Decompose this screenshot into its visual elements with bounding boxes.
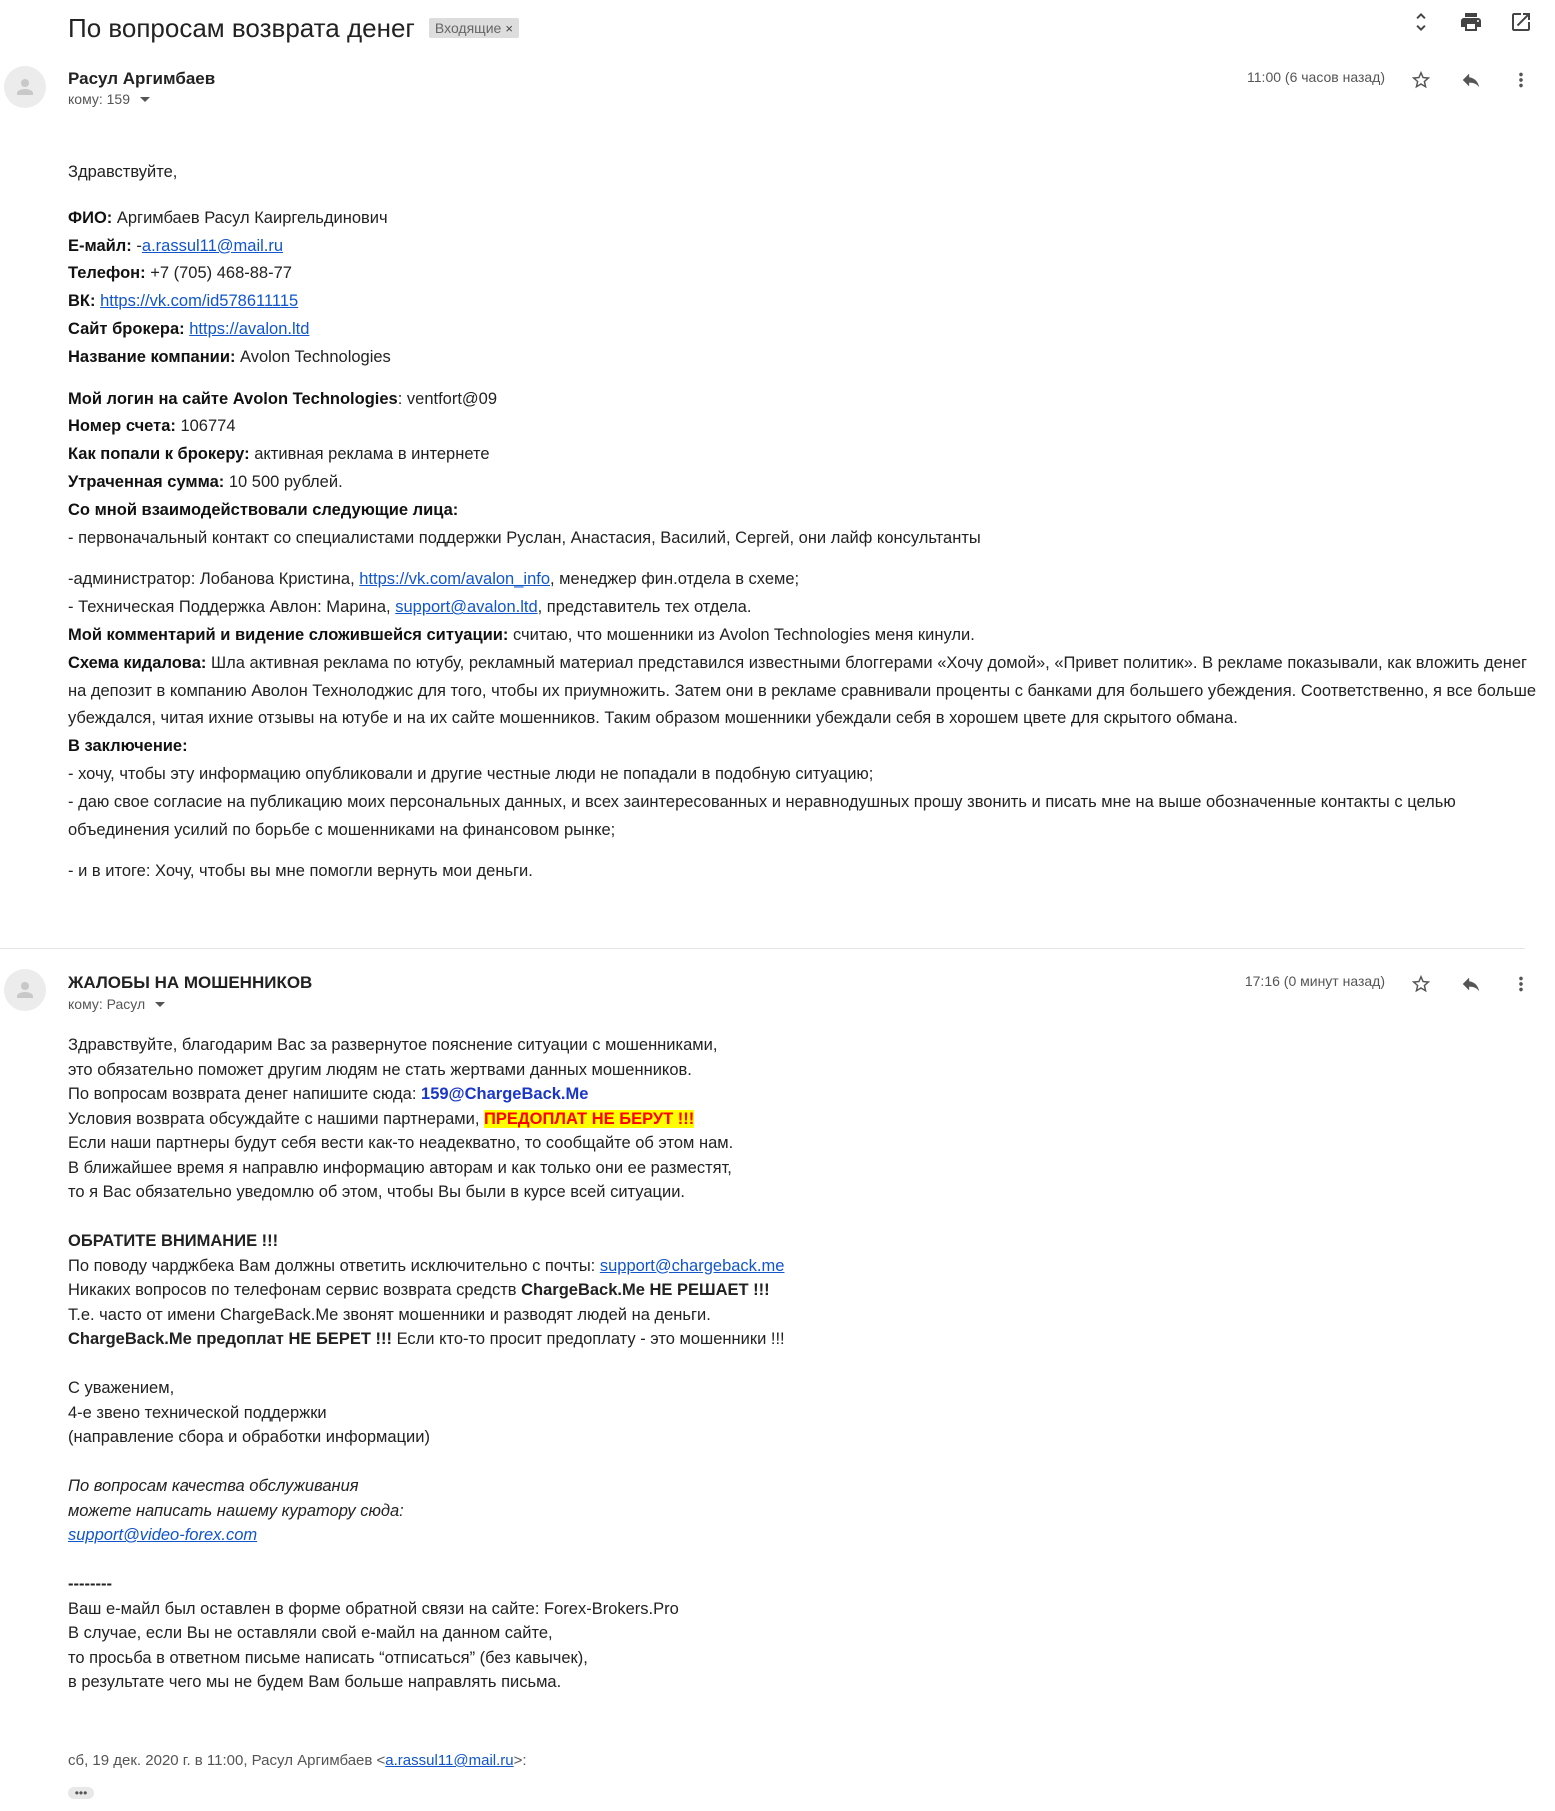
broker-site-label: Сайт брокера:	[68, 319, 185, 338]
admin-suffix: , менеджер фин.отдела в схеме;	[550, 570, 800, 589]
chargeback-email: 159@ChargeBack.Me	[421, 1085, 589, 1103]
quoted-header-suffix: >:	[513, 1752, 527, 1769]
inbox-label-chip[interactable]	[429, 18, 519, 38]
attention-line-4-suffix: Если кто-то просит предоплату - это мошенники !!!	[391, 1330, 785, 1348]
attention-line-1	[68, 1254, 1537, 1279]
attention-text: ОБРАТИТЕ ВНИМАНИЕ !!!	[68, 1232, 279, 1250]
avatar	[4, 969, 46, 1011]
phone-value: +7 (705) 468-88-77	[145, 264, 292, 283]
reply-icon[interactable]	[1457, 970, 1485, 998]
how-label: Как попали к брокеру:	[68, 445, 250, 464]
quoted-header-prefix: сб, 19 дек. 2020 г. в 11:00, Расул Аргимбаев <	[68, 1752, 386, 1769]
login-label: Мой логин на сайте Avolon Technologies	[68, 389, 398, 408]
remove-label-icon[interactable]: ×	[505, 20, 513, 36]
support-prefix: - Техническая Поддержка Авлон: Марина,	[68, 598, 396, 617]
attention-line-2	[68, 1278, 1537, 1303]
recipient-text: кому: Расул	[68, 996, 146, 1012]
sender-name: ЖАЛОБЫ НА МОШЕННИКОВ	[68, 973, 313, 992]
message-1-body	[68, 159, 1537, 886]
message-time: 11:00 (6 часов назад)	[1247, 69, 1385, 85]
reply-line-7: то я Вас обязательно уведомлю об этом, чтобы Вы были в курсе всей ситуации.	[68, 1183, 686, 1201]
persons-label-line	[68, 497, 1537, 525]
no-prepayment-highlight: ПРЕДОПЛАТ НЕ БЕРУТ !!!	[484, 1109, 695, 1128]
message-actions	[1407, 970, 1535, 998]
star-icon[interactable]	[1407, 66, 1435, 94]
lost-line	[68, 469, 1537, 497]
reply-line-6: В ближайшее время я направлю информацию авторам и как только они ее разместят,	[68, 1158, 732, 1177]
comment-label: Мой комментарий и видение сложившейся ситуации:	[68, 625, 509, 644]
quality-link-line	[68, 1523, 1537, 1548]
reply-line-3	[68, 1082, 1537, 1107]
company-line	[68, 344, 1537, 372]
signature-2: 4-е звено технической поддержки	[68, 1403, 327, 1422]
recipient-line[interactable]	[68, 996, 165, 1012]
separator	[68, 1572, 1537, 1597]
comment-line	[68, 622, 1537, 650]
admin-prefix: -администратор: Лобанова Кристина,	[68, 570, 360, 589]
footer-line-1: Ваш е-майл был оставлен в форме обратной связи на сайте: Forex-Brokers.Pro	[68, 1599, 679, 1618]
vk-link[interactable]: https://vk.com/id578611115	[100, 292, 299, 311]
attention-line-3: Т.е. часто от имени ChargeBack.Me звонят мошенники и разводят людей на деньги.	[68, 1305, 711, 1324]
message-actions	[1407, 66, 1535, 94]
label-text: Входящие	[434, 20, 502, 36]
fio-line	[68, 205, 1537, 233]
chevron-down-icon[interactable]	[155, 1002, 165, 1007]
persons-label: Со мной взаимодействовали следующие лица:	[68, 500, 459, 519]
reply-icon[interactable]	[1457, 66, 1485, 94]
top-actions	[1407, 8, 1535, 36]
reply-line-5: Если наши партнеры будут себя вести как-то неадекватно, то сообщайте об этом нам.	[68, 1134, 734, 1152]
message-2-header	[0, 963, 1555, 1023]
company-value: Avolon Technologies	[235, 347, 391, 366]
admin-link[interactable]: https://vk.com/avalon_info	[359, 570, 551, 589]
footer-line-4: в результате чего мы не будем Вам больше направлять письма.	[68, 1673, 562, 1691]
person-icon	[13, 978, 37, 1002]
scheme-value: Шла активная реклама по ютубу, рекламный материал представился известными блоггерами «Хочу домой», «Привет политик». В рекламе показывали, как вложить денег на депозит в компанию Аволон Технолоджис для того, чтобы их приумножить. Затем они в рекламе сравнивали проценты с банками для большего убеждения. Соответственно, я все больше убеждался, читая ихние отзывы на ютубе и на их сайте мошенников. Таким образом мошенники убеждали себя в хорошем цвете для скрытого обмана.	[68, 653, 1537, 728]
expand-icon[interactable]	[1407, 8, 1435, 36]
vk-label: ВК:	[68, 292, 96, 311]
recipient-text: кому: 159	[68, 91, 130, 107]
login-line	[68, 386, 1537, 414]
print-icon[interactable]	[1457, 8, 1485, 36]
reply-line-2: это обязательно поможет другим людям не стать жертвами данных мошенников.	[68, 1060, 692, 1079]
greeting: Здравствуйте,	[68, 163, 178, 181]
message-2-body	[68, 1033, 1537, 1695]
attention-line-2-bold: ChargeBack.Me НЕ РЕШАЕТ !!!	[521, 1281, 770, 1299]
signature-3: (направление сбора и обработки информации)	[68, 1428, 430, 1446]
signature-1: С уважением,	[68, 1379, 175, 1397]
message-time: 17:16 (0 минут назад)	[1244, 973, 1385, 989]
phone-label: Телефон:	[68, 264, 146, 283]
company-label: Название компании:	[68, 347, 236, 366]
quoted-header	[68, 1752, 527, 1769]
attention-line-2-prefix: Никаких вопросов по телефонам сервис возврата средств	[68, 1281, 522, 1299]
subject-row	[68, 6, 1535, 50]
scheme-paragraph	[68, 650, 1537, 733]
show-trimmed-content-button[interactable]: •••	[68, 1787, 94, 1799]
fio-label: ФИО:	[68, 208, 113, 227]
persons-line: - первоначальный контакт со специалистами поддержки Руслан, Анастасия, Василий, Сергей, они лайф консультанты	[68, 528, 981, 547]
vk-line	[68, 288, 1537, 316]
reply-line-4-prefix: Условия возврата обсуждайте с нашими партнерами,	[68, 1109, 485, 1128]
chargeback-support-link[interactable]: support@chargeback.me	[599, 1256, 785, 1275]
lost-label: Утраченная сумма:	[68, 472, 225, 491]
account-value: 106774	[175, 417, 236, 436]
email-prefix: -	[131, 236, 142, 255]
lost-value: 10 500 рублей.	[224, 472, 343, 491]
quoted-email-link[interactable]: a.rassul11@mail.ru	[385, 1752, 514, 1769]
email-line	[68, 233, 1537, 261]
quality-line-2: можете написать нашему куратору сюда:	[68, 1501, 404, 1520]
phone-line	[68, 260, 1537, 288]
broker-site-link[interactable]: https://avalon.ltd	[189, 319, 310, 338]
fio-value: Аргимбаев Расул Каиргельдинович	[112, 208, 388, 227]
sender-name: Расул Аргимбаев	[68, 69, 216, 88]
message-divider	[0, 948, 1525, 949]
conclusion-1: - хочу, чтобы эту информацию опубликовали и другие честные люди не попадали в подобную ситуацию;	[68, 764, 874, 783]
email-subject: По вопросам возврата денег	[68, 12, 415, 43]
account-label: Номер счета:	[68, 417, 176, 436]
person-icon	[13, 75, 37, 99]
support-link[interactable]: support@avalon.ltd	[395, 598, 538, 617]
more-vert-icon[interactable]	[1507, 66, 1535, 94]
email-link[interactable]: a.rassul11@mail.ru	[141, 236, 284, 255]
attention-line-4-bold: ChargeBack.Me предоплат НЕ БЕРЕТ !!!	[68, 1330, 392, 1348]
support-line	[68, 594, 1537, 622]
chevron-down-icon[interactable]	[140, 97, 150, 102]
reply-line-1: Здравствуйте, благодарим Вас за развернутое пояснение ситуации с мошенниками,	[68, 1036, 718, 1054]
curator-link[interactable]: support@video-forex.com	[68, 1526, 258, 1544]
recipient-line[interactable]	[68, 91, 150, 107]
account-line	[68, 413, 1537, 441]
scheme-label: Схема кидалова:	[68, 653, 207, 672]
login-value: : ventfort@09	[397, 389, 498, 408]
quality-line-1: По вопросам качества обслуживания	[68, 1477, 359, 1495]
email-label: Е-майл:	[68, 236, 132, 255]
footer-line-2: В случае, если Вы не оставляли свой е-майл на данном сайте,	[68, 1624, 553, 1642]
avatar	[4, 66, 46, 108]
separator-text: --------	[68, 1575, 112, 1593]
conclusion-label-line	[68, 733, 1537, 761]
conclusion-3: - и в итоге: Хочу, чтобы вы мне помогли вернуть мои деньги.	[68, 862, 533, 881]
attention-line-1-prefix: По поводу чарджбека Вам должны ответить исключительно с почты:	[68, 1256, 600, 1275]
message-1-header	[0, 64, 1555, 124]
attention-line-4	[68, 1327, 1537, 1352]
attention-heading	[68, 1229, 1537, 1254]
comment-value: считаю, что мошенники из Avolon Technologies меня кинули.	[508, 625, 975, 644]
open-in-new-icon[interactable]	[1507, 8, 1535, 36]
broker-site-line	[68, 316, 1537, 344]
reply-line-3-prefix: По вопросам возврата денег напишите сюда:	[68, 1085, 422, 1103]
how-line	[68, 441, 1537, 469]
footer-line-3: то просьба в ответном письме написать “отписаться” (без кавычек),	[68, 1648, 588, 1667]
how-value: активная реклама в интернете	[249, 445, 490, 464]
conclusion-2: - даю свое согласие на публикацию моих персональных данных, и всех заинтересованных и неравнодушных прошу звонить и писать мне на выше обозначенные контакты с целью объединения усилий по борьбе с мошенниками на финансовом рынке;	[68, 792, 1456, 839]
reply-line-4	[68, 1107, 1537, 1132]
star-icon[interactable]	[1407, 970, 1435, 998]
support-suffix: , представитель тех отдела.	[537, 598, 752, 617]
more-vert-icon[interactable]	[1507, 970, 1535, 998]
conclusion-label: В заключение:	[68, 737, 188, 756]
admin-line	[68, 566, 1537, 594]
